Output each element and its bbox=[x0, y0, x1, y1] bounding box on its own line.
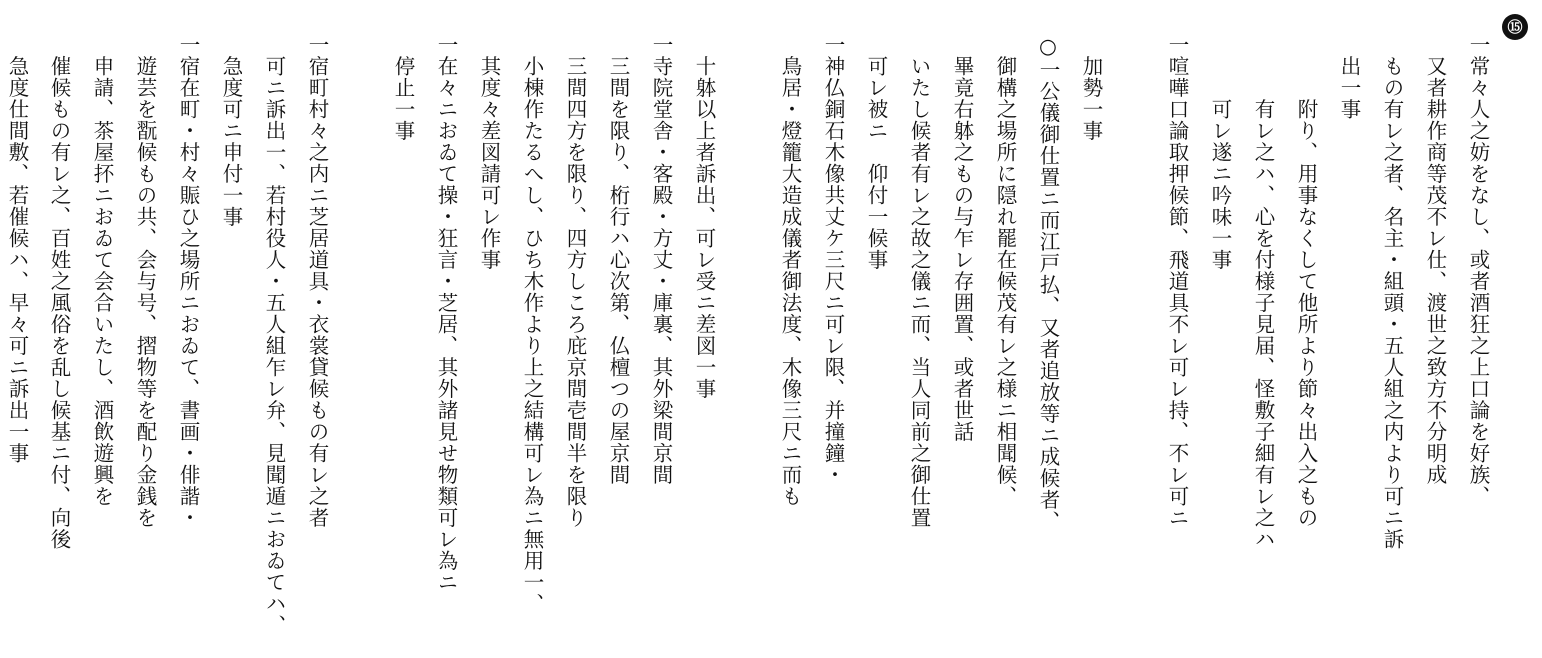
text-line-34: 催候もの有レ之、百姓之風俗を乱し候基ニ付、向後 bbox=[47, 34, 71, 550]
text-line-3: もの有レ之者、名主・組頭・五人組之内より可ニ訴 bbox=[1380, 34, 1404, 550]
text-line-8: 一喧嘩口論取押候節、飛道具不レ可レ持、不レ可ニ bbox=[1165, 34, 1189, 529]
text-line-7: 可レ遂ニ吟味一事 bbox=[1208, 34, 1232, 271]
text-line-22: 三間四方を限り、四方しころ庇京間壱間半を限り bbox=[563, 34, 587, 529]
text-line-26: 停止一事 bbox=[391, 34, 415, 142]
text-line-10: 加勢一事 bbox=[1079, 34, 1103, 142]
text-line-4: 出一事 bbox=[1337, 34, 1361, 120]
text-line-14: いたし候者有レ之故之儀ニ而、当人同前之御仕置 bbox=[907, 34, 931, 529]
text-line-15: 可レ被ニ 仰付一候事 bbox=[864, 34, 888, 271]
text-line-35: 急度仕間敷、若催候ハ、早々可ニ訴出一事 bbox=[5, 34, 29, 464]
text-line-33: 申請、茶屋抔ニおゐて会合いたし、酒飲遊興を bbox=[90, 34, 114, 507]
text-line-6: 有レ之ハ、心を付様子見届、怪敷子細有レ之ハ bbox=[1251, 34, 1275, 550]
page-number: ⑮ bbox=[1502, 14, 1528, 40]
text-line-29: 可ニ訴出一、若村役人・五人組乍レ弁、見聞遁ニおゐてハ、 bbox=[262, 34, 286, 636]
text-line-5: 附り、用事なくして他所より節々出入之もの bbox=[1294, 34, 1318, 529]
text-line-28: 一宿町村々之内ニ芝居道具・衣裳貸候もの有レ之者 bbox=[305, 34, 329, 529]
text-line-32: 遊芸を翫候もの共、会与号、摺物等を配り金銭を bbox=[133, 34, 157, 529]
text-line-24: 其度々差図請可レ作事 bbox=[477, 34, 501, 271]
text-line-16: 一神仏銅石木像共丈ケ三尺ニ可レ限、并撞鐘・ bbox=[821, 34, 845, 486]
text-line-21: 三間を限り、桁行ハ心次第、仏檀つの屋京間 bbox=[606, 34, 630, 486]
text-line-25: 一在々ニおゐて操・狂言・芝居、其外諸見せ物類可レ為ニ bbox=[434, 34, 458, 593]
text-line-12: 御構之場所に隠れ罷在候茂有レ之様ニ相聞候、 bbox=[993, 34, 1017, 507]
text-line-23: 小棟作たるへし、ひち木作より上之結構可レ為ニ無用一、 bbox=[520, 34, 544, 615]
text-line-1: 一常々人之妨をなし、或者酒狂之上口論を好族、 bbox=[1466, 34, 1490, 507]
text-line-31: 一宿在町・村々賑ひ之場所ニおゐて、書画・俳諧・ bbox=[176, 34, 200, 529]
text-line-2: 又者耕作商等茂不レ仕、渡世之致方不分明成 bbox=[1423, 34, 1447, 486]
text-line-13: 畢竟右躰之もの与乍レ存囲置、或者世話 bbox=[950, 34, 974, 443]
text-line-19: 十躰以上者訴出、可レ受ニ差図一事 bbox=[692, 34, 716, 400]
text-line-20: 一寺院堂舎・客殿・方丈・庫裏、其外梁間京間 bbox=[649, 34, 673, 486]
text-line-11: ○一公儀御仕置ニ而江戸払、又者追放等ニ成候者、 bbox=[1036, 34, 1060, 532]
text-line-30: 急度可ニ申付一事 bbox=[219, 34, 243, 228]
text-line-17: 鳥居・燈籠大造成儀者御法度、木像三尺ニ而も bbox=[778, 34, 802, 507]
